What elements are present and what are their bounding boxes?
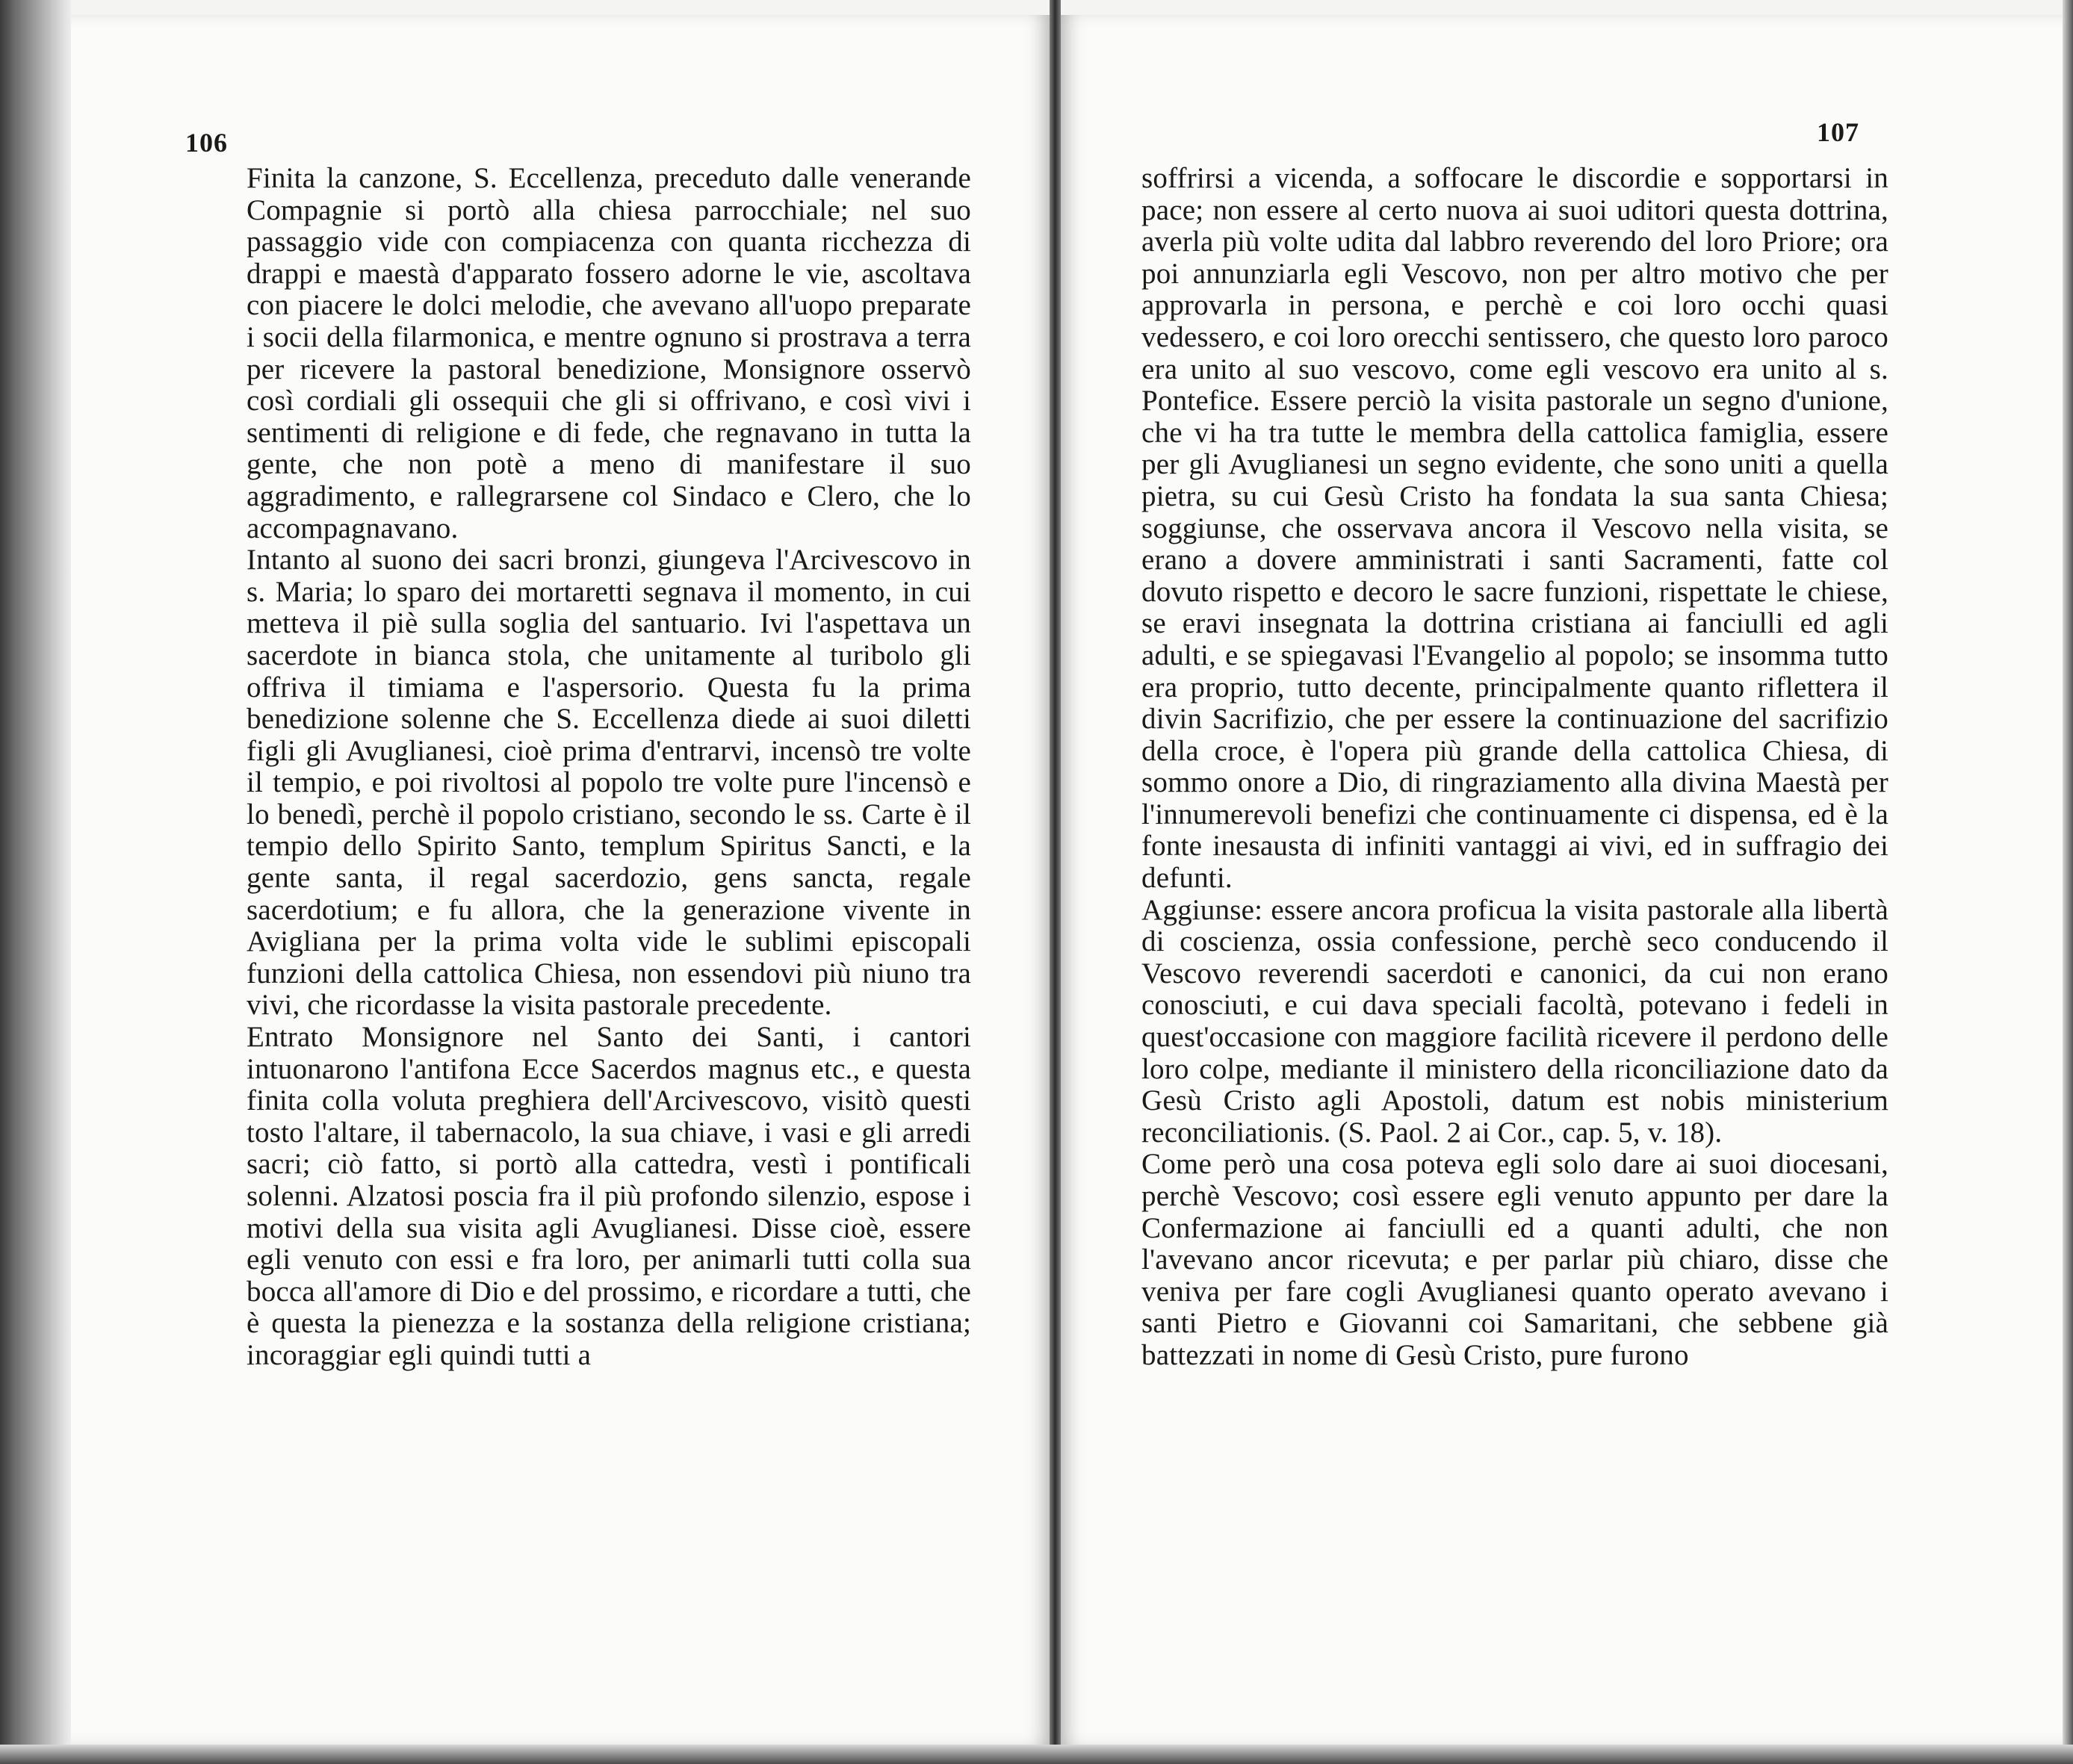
page-number-right: 107 <box>1817 117 1859 147</box>
right-page-text <box>1141 163 1888 1372</box>
book-gutter <box>1050 0 1061 1764</box>
paragraph: Aggiunse: essere ancora proficua la visita pastorale alla libertà di coscienza, ossia confessione, perchè seco conducendo il Vescovo reverendi sacerdoti e canonici, da cui non erano conosciuti, e cui dava speciali facoltà, potevano i fedeli in quest'occasione con maggiore facilità ricevere il perdono delle loro colpe, mediante il ministero della riconciliazione dato da Gesù Cristo agli Apostoli, datum est nobis ministerium reconciliationis. (S. Paol. 2 ai Cor., cap. 5, v. 18). <box>1141 893 1888 1149</box>
book-edge-left <box>0 0 71 1764</box>
paragraph: Come però una cosa poteva egli solo dare ai suoi diocesani, perchè Vescovo; così essere egli venuto appunto per dare la Confermazione ai fanciulli ed a quanti adulti, che non l'avevano ancor ricevuta; e per parlar più chiaro, disse che veniva per fare cogli Avuglianesi quanto operato avevano i santi Pietro e Giovanni coi Samaritani, che sebbene già battezzati in nome di Gesù Cristo, pure furono <box>1141 1148 1888 1371</box>
paragraph: Entrato Monsignore nel Santo dei Santi, i cantori intuonarono l'antifona Ecce Sacerdos magnus etc., e questa finita colla voluta preghiera dell'Arcivescovo, visitò questi tosto l'altare, il tabernacolo, la sua chiave, i vasi e gli arredi sacri; ciò fatto, si portò alla cattedra, vestì i pontificali solenni. Alzatosi poscia fra il più profondo silenzio, espose i motivi della sua visita agli Avuglianesi. Disse cioè, essere egli venuto con essi e fra loro, per animarli tutti colla sua bocca all'amore di Dio e del prossimo, e ricordare a tutti, che è questa la pienezza e la sostanza della religione cristiana; incoraggiar egli quindi tutti a <box>247 1021 971 1371</box>
book-edge-right <box>2063 0 2073 1764</box>
paragraph: soffrirsi a vicenda, a soffocare le discordie e sopportarsi in pace; non essere al certo nuova ai suoi uditori questa dottrina, averla più volte udita dal labbro reverendo del loro Priore; ora poi annunziarla egli Vescovo, non per altro motivo che per approvarla in persona, e perchè e coi loro occhi quasi vedessero, e coi loro orecchi sentissero, che questo loro paroco era unito al suo vescovo, come egli vescovo era unito al s. Pontefice. Essere perciò la visita pastorale un segno d'unione, che vi ha tra tutte le membra della cattolica famiglia, essere per gli Avuglianesi un segno evidente, che sono uniti a quella pietra, su cui Gesù Cristo ha fondata la sua santa Chiesa; soggiunse, che osservava ancora il Vescovo nella visita, se erano a dovere amministrati i santi Sacramenti, fatte col dovuto rispetto e decoro le sacre funzioni, rispettate le chiese, se eravi insegnata la dottrina cristiana ai fanciulli ed agli adulti, e se spiegavasi l'Evangelio al popolo; se insomma tutto era proprio, tutto decente, principalmente quanto riflettera il divin Sacrifizio, che per essere la continuazione del sacrifizio della croce, è l'opera più grande della cattolica Chiesa, di sommo onore a Dio, di ringraziamento alla divina Maestà per l'innumerevoli benefizi che continuamente ci dispensa, ed è la fonte inesausta di infiniti vantaggi ai vivi, ed in suffragio dei defunti. <box>1141 162 1888 895</box>
paragraph: Intanto al suono dei sacri bronzi, giungeva l'Arcivescovo in s. Maria; lo sparo dei mortaretti segnava il momento, in cui metteva il piè sulla soglia del santuario. Ivi l'aspettava un sacerdote in bianca stola, che unitamente al turibolo gli offriva il timiama e l'aspersorio. Questa fu la prima benedizione solenne che S. Eccellenza diede ai suoi diletti figli gli Avuglianesi, cioè prima d'entrarvi, incensò tre volte il tempio, e poi rivoltosi al popolo tre volte pure l'incensò e lo benedì, perchè il popolo cristiano, secondo le ss. Carte è il tempio dello Spirito Santo, templum Spiritus Sancti, e la gente santa, il regal sacerdozio, gens sancta, regale sacerdotium; e fu allora, che la generazione vivente in Avigliana per la prima volta vide le sublimi episcopali funzioni della cattolica Chiesa, non essendovi più niuno tra vivi, che ricordasse la visita pastorale precedente. <box>247 544 971 1022</box>
paragraph: Finita la canzone, S. Eccellenza, preceduto dalle venerande Compagnie si portò alla chiesa parrocchiale; nel suo passaggio vide con compiacenza con quanta ricchezza di drappi e maestà d'apparato fossero adorne le vie, ascoltava con piacere le dolci melodie, che avevano all'uopo preparate i socii della filarmonica, e mentre ognuno si prostrava a terra per ricevere la pastoral benedizione, Monsignore osservò così cordiali gli ossequii che gli si offrivano, e così vivi i sentimenti di religione e di fede, che regnavano in tutta la gente, che non potè a meno di manifestare il suo aggradimento, e rallegrarsene col Sindaco e Clero, che lo accompagnavano. <box>247 162 971 544</box>
left-page-text <box>247 163 971 1372</box>
page-number-left: 106 <box>185 128 228 158</box>
book-edge-bottom <box>0 1745 2073 1764</box>
